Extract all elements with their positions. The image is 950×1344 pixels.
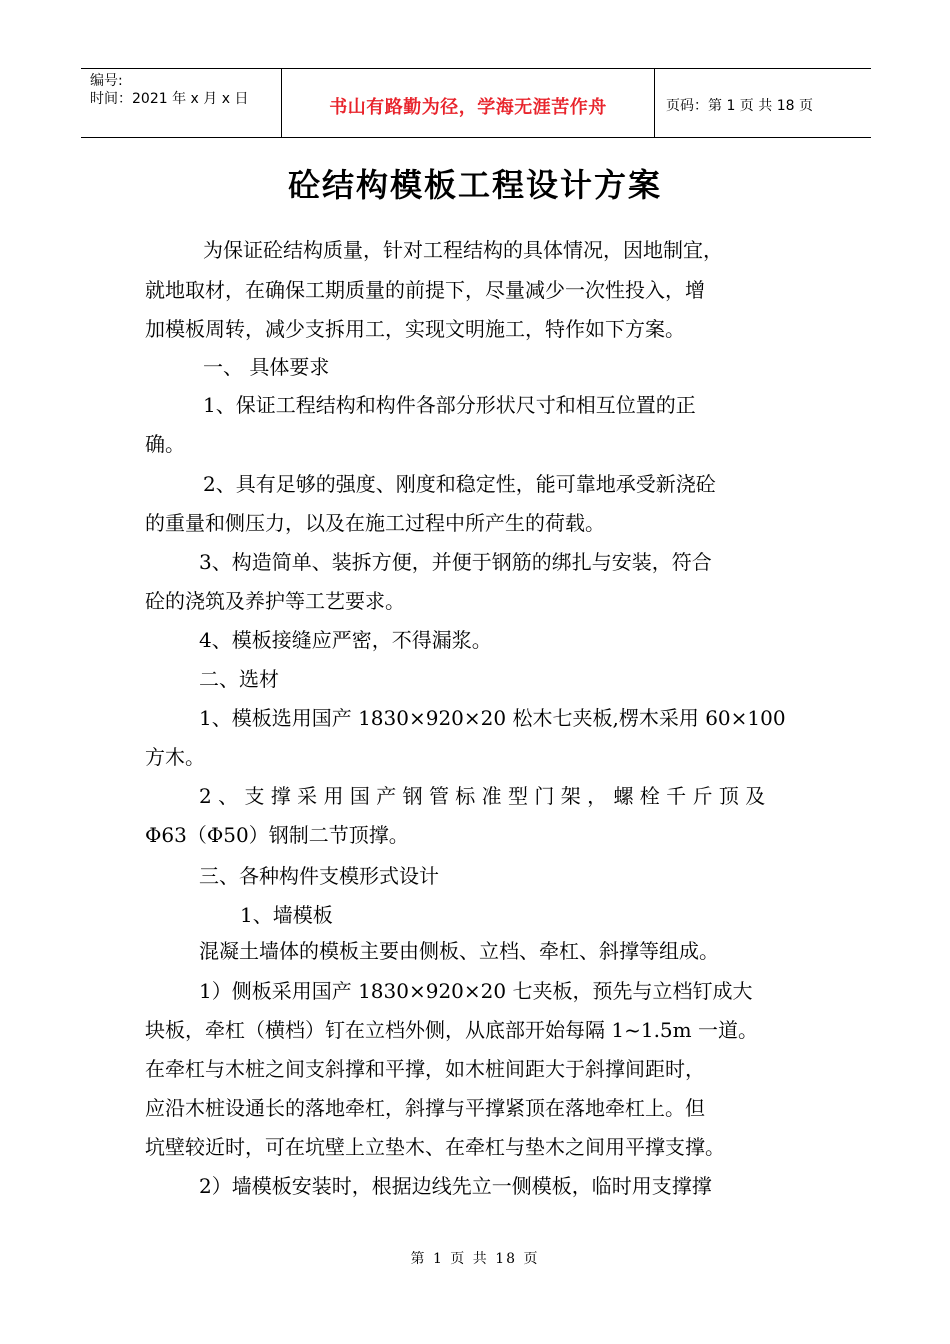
body-line: 应沿木桩设通长的落地牵杠，斜撑与平撑紧顶在落地牵杠上。但 [145,1096,705,1120]
body-line: 3、构造简单、装拆方便，并便于钢筋的绑扎与安装，符合 [199,550,712,574]
body-line: 加模板周转，减少支拆用工，实现文明施工，特作如下方案。 [145,317,685,341]
body-line: 坑壁较近时，可在坑壁上立垫木、在牵杠与垫木之间用平撑支撑。 [145,1135,725,1159]
body-line: 块板，牵杠（横档）钉在立档外侧，从底部开始每隔 1~1.5m 一道。 [145,1018,758,1042]
body-line: 1、保证工程结构和构件各部分形状尺寸和相互位置的正 [203,393,696,417]
body-line: 方木。 [145,745,205,769]
document-date: 时间：2021 年 x 月 x 日 [90,91,249,107]
subsection-heading: 1、墙模板 [240,903,333,927]
body-line: 的重量和侧压力，以及在施工过程中所产生的荷载。 [145,511,605,535]
header-page-info: 页码：第 1 页 共 18 页 [666,98,813,114]
header-motto: 书山有路勤为径，学海无涯苦作舟 [329,97,607,118]
document-title: 砼结构模板工程设计方案 [287,166,662,204]
body-line: 砼的浇筑及养护等工艺要求。 [145,589,405,613]
body-line: 就地取材，在确保工期质量的前提下，尽量减少一次性投入，增 [145,278,705,302]
body-line: Φ63（Φ50）钢制二节顶撑。 [145,823,409,847]
page-footer: 第 1 页 共 18 页 [410,1251,540,1267]
header-motto-cell [282,69,655,137]
body-line: 4、模板接缝应严密，不得漏浆。 [199,628,492,652]
body-line: 2、具有足够的强度、刚度和稳定性，能可靠地承受新浇砼 [203,472,716,496]
body-line: 确。 [145,432,185,456]
body-line: 1、模板选用国产 1830×920×20 松木七夹板,楞木采用 60×100 [199,706,786,730]
section-heading: 三、各种构件支模形式设计 [199,864,439,888]
document-number-label: 编号: [90,73,123,89]
body-line: 混凝土墙体的模板主要由侧板、立档、牵杠、斜撑等组成。 [199,939,719,963]
section-heading: 二、选材 [199,667,279,691]
document-header [81,68,871,138]
body-line: 2）墙模板安装时，根据边线先立一侧模板，临时用支撑撑 [199,1174,712,1198]
body-line: 1）侧板采用国产 1830×920×20 七夹板，预先与立档钉成大 [199,979,753,1003]
section-heading: 一、 具体要求 [203,355,330,379]
body-line: 2 、 支 撑 采 用 国 产 钢 管 标 准 型 门 架 ， 螺 栓 千 斤 顶 及 [199,784,766,808]
header-page-cell [655,69,871,137]
header-meta-cell [81,69,282,137]
body-line: 为保证砼结构质量，针对工程结构的具体情况，因地制宜， [203,238,723,262]
body-line: 在牵杠与木桩之间支斜撑和平撑，如木桩间距大于斜撑间距时， [145,1057,705,1081]
